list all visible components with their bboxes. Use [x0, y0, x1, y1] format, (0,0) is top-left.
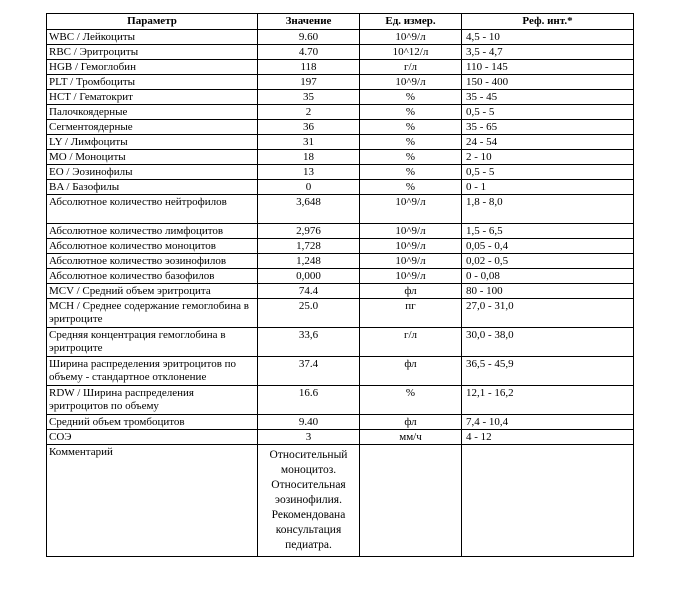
table-row: [47, 30, 634, 45]
value-cell: 3: [258, 430, 360, 445]
param-cell: Ширина распределения эритроцитов по объему - стандартное отклонение: [47, 357, 258, 386]
comment-row: [47, 445, 634, 557]
ref-cell: 150 - 400: [462, 75, 634, 90]
table-row: [47, 357, 634, 386]
table-row: [47, 75, 634, 90]
param-cell: Сегментоядерные: [47, 120, 258, 135]
unit-cell: 10^9/л: [360, 269, 462, 284]
header-ref: Реф. инт.*: [462, 14, 634, 30]
unit-cell: 10^9/л: [360, 30, 462, 45]
value-cell: 197: [258, 75, 360, 90]
param-cell: MO / Моноциты: [47, 150, 258, 165]
comment-label: Комментарий: [47, 445, 258, 557]
table-row: [47, 224, 634, 239]
ref-cell: 35 - 65: [462, 120, 634, 135]
ref-cell: 80 - 100: [462, 284, 634, 299]
param-cell: LY / Лимфоциты: [47, 135, 258, 150]
ref-cell: 4 - 12: [462, 430, 634, 445]
param-cell: Абсолютное количество моноцитов: [47, 239, 258, 254]
unit-cell: мм/ч: [360, 430, 462, 445]
ref-cell: 35 - 45: [462, 90, 634, 105]
param-cell: EO / Эозинофилы: [47, 165, 258, 180]
ref-cell: 0 - 1: [462, 180, 634, 195]
table-row: [47, 239, 634, 254]
comment-empty-ref: [462, 445, 634, 557]
param-cell: BA / Базофилы: [47, 180, 258, 195]
unit-cell: г/л: [360, 328, 462, 357]
unit-cell: 10^9/л: [360, 254, 462, 269]
header-row: [47, 14, 634, 30]
table-row: [47, 430, 634, 445]
param-cell: СОЭ: [47, 430, 258, 445]
ref-cell: 0,5 - 5: [462, 105, 634, 120]
ref-cell: 36,5 - 45,9: [462, 357, 634, 386]
unit-cell: %: [360, 90, 462, 105]
ref-cell: 2 - 10: [462, 150, 634, 165]
ref-cell: 3,5 - 4,7: [462, 45, 634, 60]
ref-cell: 7,4 - 10,4: [462, 415, 634, 430]
table-row: [47, 195, 634, 224]
header-param: Параметр: [47, 14, 258, 30]
ref-cell: 30,0 - 38,0: [462, 328, 634, 357]
value-cell: 31: [258, 135, 360, 150]
param-cell: WBC / Лейкоциты: [47, 30, 258, 45]
value-cell: 1,248: [258, 254, 360, 269]
param-cell: Абсолютное количество эозинофилов: [47, 254, 258, 269]
comment-text: Относительный моноцитоз. Относительная эозинофилия. Рекомендована консультация педиатра.: [258, 445, 360, 557]
table-row: [47, 45, 634, 60]
value-cell: 33,6: [258, 328, 360, 357]
param-cell: HGB / Гемоглобин: [47, 60, 258, 75]
value-cell: 18: [258, 150, 360, 165]
value-cell: 9.40: [258, 415, 360, 430]
unit-cell: 10^9/л: [360, 239, 462, 254]
table-row: [47, 269, 634, 284]
unit-cell: фл: [360, 284, 462, 299]
table-row: [47, 105, 634, 120]
header-value: Значение: [258, 14, 360, 30]
ref-cell: 27,0 - 31,0: [462, 299, 634, 328]
unit-cell: 10^9/л: [360, 195, 462, 224]
value-cell: 2: [258, 105, 360, 120]
value-cell: 74.4: [258, 284, 360, 299]
param-cell: Абсолютное количество базофилов: [47, 269, 258, 284]
unit-cell: фл: [360, 415, 462, 430]
value-cell: 1,728: [258, 239, 360, 254]
table-row: [47, 60, 634, 75]
table-row: [47, 254, 634, 269]
value-cell: 35: [258, 90, 360, 105]
ref-cell: 1,5 - 6,5: [462, 224, 634, 239]
param-cell: Абсолютное количество нейтрофилов: [47, 195, 258, 224]
ref-cell: 0,05 - 0,4: [462, 239, 634, 254]
value-cell: 0: [258, 180, 360, 195]
ref-cell: 1,8 - 8,0: [462, 195, 634, 224]
unit-cell: фл: [360, 357, 462, 386]
unit-cell: 10^9/л: [360, 224, 462, 239]
param-cell: MCH / Среднее содержание гемоглобина в эритроците: [47, 299, 258, 328]
unit-cell: %: [360, 120, 462, 135]
unit-cell: %: [360, 135, 462, 150]
ref-cell: 0,02 - 0,5: [462, 254, 634, 269]
table-row: [47, 415, 634, 430]
param-cell: RDW / Ширина распределения эритроцитов по объему: [47, 386, 258, 415]
table-row: [47, 386, 634, 415]
ref-cell: 0 - 0,08: [462, 269, 634, 284]
unit-cell: г/л: [360, 60, 462, 75]
table-row: [47, 165, 634, 180]
table-row: [47, 284, 634, 299]
unit-cell: %: [360, 105, 462, 120]
param-cell: Средний объем тромбоцитов: [47, 415, 258, 430]
param-cell: MCV / Средний объем эритроцита: [47, 284, 258, 299]
param-cell: PLT / Тромбоциты: [47, 75, 258, 90]
table-row: [47, 150, 634, 165]
unit-cell: %: [360, 386, 462, 415]
param-cell: Средняя концентрация гемоглобина в эритроците: [47, 328, 258, 357]
value-cell: 118: [258, 60, 360, 75]
value-cell: 16.6: [258, 386, 360, 415]
unit-cell: %: [360, 165, 462, 180]
table-row: [47, 299, 634, 328]
param-cell: Абсолютное количество лимфоцитов: [47, 224, 258, 239]
lab-results-table: [46, 13, 634, 557]
table-row: [47, 90, 634, 105]
param-cell: Палочкоядерные: [47, 105, 258, 120]
value-cell: 9.60: [258, 30, 360, 45]
value-cell: 2,976: [258, 224, 360, 239]
ref-cell: 12,1 - 16,2: [462, 386, 634, 415]
value-cell: 0,000: [258, 269, 360, 284]
table-row: [47, 328, 634, 357]
value-cell: 3,648: [258, 195, 360, 224]
ref-cell: 24 - 54: [462, 135, 634, 150]
unit-cell: 10^9/л: [360, 75, 462, 90]
unit-cell: пг: [360, 299, 462, 328]
table-row: [47, 180, 634, 195]
header-unit: Ед. измер.: [360, 14, 462, 30]
value-cell: 4.70: [258, 45, 360, 60]
ref-cell: 4,5 - 10: [462, 30, 634, 45]
unit-cell: 10^12/л: [360, 45, 462, 60]
value-cell: 37.4: [258, 357, 360, 386]
ref-cell: 110 - 145: [462, 60, 634, 75]
param-cell: RBC / Эритроциты: [47, 45, 258, 60]
table-row: [47, 120, 634, 135]
table-row: [47, 135, 634, 150]
unit-cell: %: [360, 180, 462, 195]
value-cell: 25.0: [258, 299, 360, 328]
param-cell: HCT / Гематокрит: [47, 90, 258, 105]
ref-cell: 0,5 - 5: [462, 165, 634, 180]
unit-cell: %: [360, 150, 462, 165]
value-cell: 13: [258, 165, 360, 180]
comment-empty-unit: [360, 445, 462, 557]
value-cell: 36: [258, 120, 360, 135]
